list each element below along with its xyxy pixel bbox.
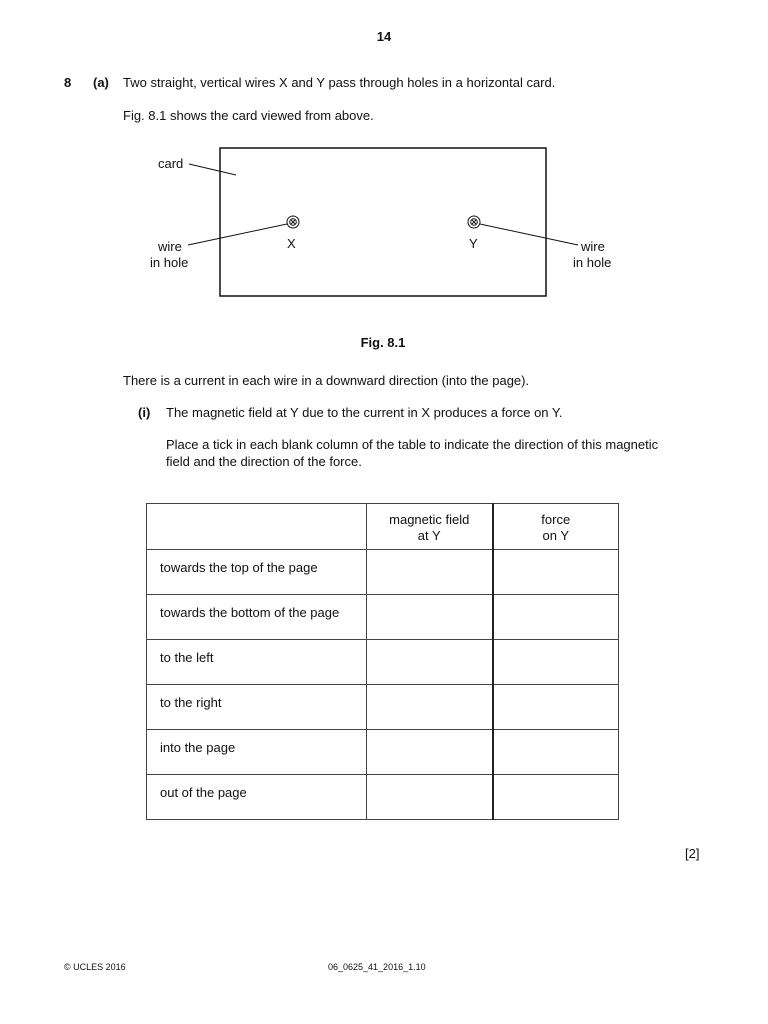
table-row — [147, 730, 619, 775]
question-part: (a) — [93, 75, 109, 90]
direction-label: into the page — [147, 730, 367, 775]
force-tick-cell[interactable] — [493, 685, 619, 730]
header-empty-cell — [147, 504, 367, 550]
figure-caption: Fig. 8.1 — [360, 335, 406, 350]
wire-right-label-2: in hole — [573, 255, 612, 270]
direction-label: to the left — [147, 640, 367, 685]
wire-left-leader-line — [188, 224, 287, 245]
footer-copyright: © UCLES 2016 — [64, 962, 126, 972]
wire-right-leader-line — [480, 224, 578, 245]
direction-label: towards the top of the page — [147, 550, 367, 595]
direction-label: out of the page — [147, 775, 367, 820]
magnetic-field-tick-cell[interactable] — [367, 595, 493, 640]
table-header-row — [147, 504, 619, 550]
table-row — [147, 640, 619, 685]
instruction-line-2: field and the direction of the force. — [166, 454, 362, 469]
wire-right-label-1: wire — [581, 239, 605, 254]
header-force-line-1: force — [541, 512, 571, 527]
figure-8-1 — [0, 0, 768, 340]
magnetic-field-tick-cell[interactable] — [367, 775, 493, 820]
force-tick-cell[interactable] — [493, 640, 619, 685]
marks-allocation: [2] — [685, 846, 700, 861]
wire-y-label: Y — [469, 236, 478, 251]
question-number: 8 — [64, 75, 72, 90]
figure-intro: Fig. 8.1 shows the card viewed from above. — [123, 108, 374, 123]
footer-code: 06_0625_41_2016_1.10 — [328, 962, 426, 972]
header-magnetic-field — [367, 504, 493, 550]
force-tick-cell[interactable] — [493, 595, 619, 640]
answer-table — [146, 503, 619, 820]
magnetic-field-tick-cell[interactable] — [367, 730, 493, 775]
current-statement: There is a current in each wire in a downward direction (into the page). — [123, 373, 530, 388]
subpart-text: The magnetic field at Y due to the current in X produces a force on Y. — [166, 405, 563, 420]
header-magnetic-field-line-1: magnetic field — [389, 512, 470, 527]
force-tick-cell[interactable] — [493, 730, 619, 775]
question-intro: Two straight, vertical wires X and Y pass through holes in a horizontal card. — [123, 75, 556, 90]
force-tick-cell[interactable] — [493, 775, 619, 820]
subpart-label: (i) — [138, 405, 151, 420]
wire-left-label-1: wire — [158, 239, 182, 254]
card-label: card — [158, 156, 184, 171]
card-rectangle — [220, 148, 546, 296]
wire-x-label: X — [287, 236, 296, 251]
wire-y-symbol — [468, 216, 480, 228]
header-magnetic-field-line-2: at Y — [417, 528, 441, 543]
table-row — [147, 550, 619, 595]
page-number: 14 — [376, 29, 392, 44]
force-tick-cell[interactable] — [493, 550, 619, 595]
instruction-line-1: Place a tick in each blank column of the table to indicate the direction of this magnetic — [166, 437, 659, 452]
table-row — [147, 595, 619, 640]
magnetic-field-tick-cell[interactable] — [367, 550, 493, 595]
magnetic-field-tick-cell[interactable] — [367, 685, 493, 730]
direction-label: towards the bottom of the page — [147, 595, 367, 640]
table-row — [147, 775, 619, 820]
card-leader-line — [189, 164, 236, 175]
wire-x-symbol — [287, 216, 299, 228]
direction-label: to the right — [147, 685, 367, 730]
header-force — [493, 504, 619, 550]
magnetic-field-tick-cell[interactable] — [367, 640, 493, 685]
wire-left-label-2: in hole — [150, 255, 189, 270]
header-force-line-2: on Y — [542, 528, 569, 543]
table-row — [147, 685, 619, 730]
